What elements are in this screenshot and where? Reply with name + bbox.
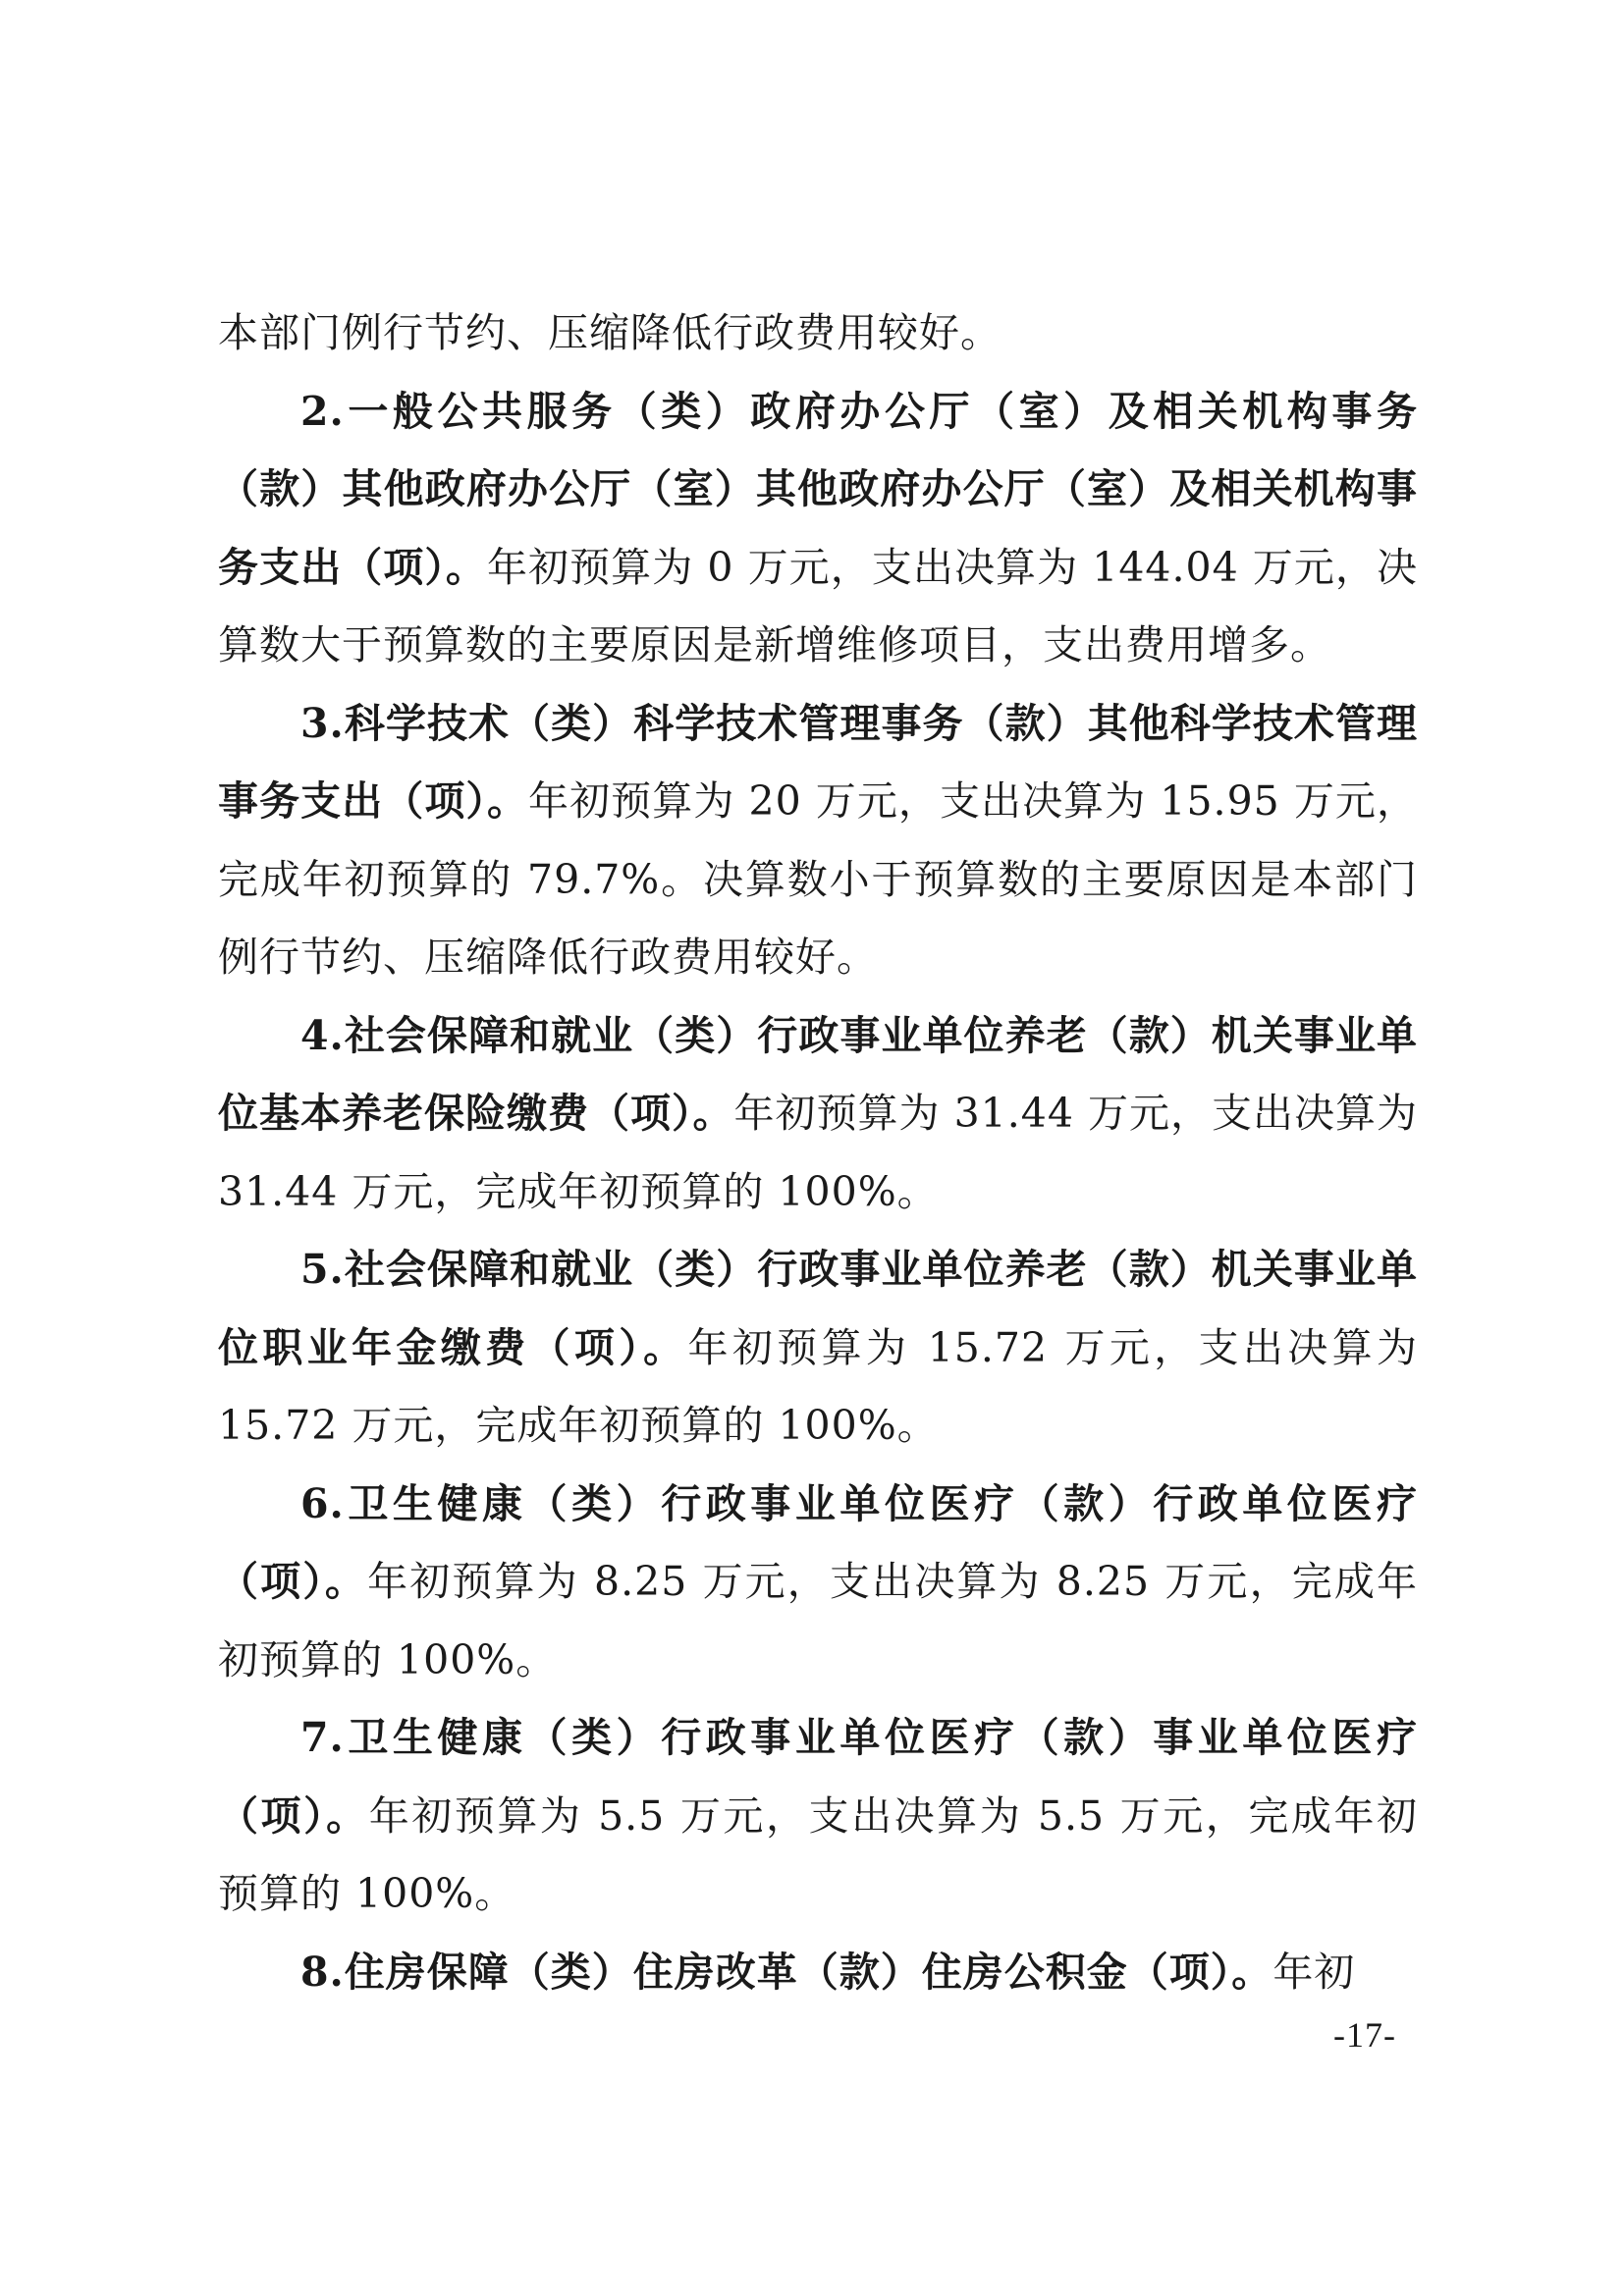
paragraph-text: 本部门例行节约、压缩降低行政费用较好。 [218, 309, 1001, 356]
paragraph-item-5 [218, 1231, 1418, 1466]
paragraph-lead: 3.科学技术（类）科学技术管理事务（款）其他科学技术管理事务支出（项）。 [218, 699, 1418, 825]
paragraph-lead: 5.社会保障和就业（类）行政事业单位养老（款）机关事业单位职业年金缴费（项）。 [218, 1246, 1418, 1371]
document-body [218, 294, 1418, 2011]
page-number: -17- [1333, 2015, 1396, 2055]
paragraph-lead: 8.住房保障（类）住房改革（款）住房公积金（项）。 [300, 1948, 1273, 1996]
paragraph-text: 年初预算为 31.44 万元，支出决算为 31.44 万元，完成年初预算的 100%。 [218, 1090, 1418, 1215]
paragraph-text: 年初预算为 0 万元，支出决算为 144.04 万元，决算数大于预算数的主要原因是新增维修项目，支出费用增多。 [218, 543, 1419, 668]
paragraph-text: 年初 [1272, 1948, 1356, 1996]
paragraph-continuation [218, 294, 1418, 373]
paragraph-text: 年初预算为 8.25 万元，支出决算为 8.25 万元，完成年初预算的 100%。 [218, 1558, 1419, 1683]
paragraph-item-2 [218, 373, 1418, 685]
paragraph-item-8 [218, 1934, 1418, 2012]
paragraph-lead: 7.卫生健康（类）行政事业单位医疗（款）事业单位医疗（项）。 [218, 1714, 1418, 1840]
paragraph-item-6 [218, 1466, 1418, 1700]
paragraph-item-4 [218, 997, 1418, 1232]
paragraph-item-3 [218, 685, 1418, 997]
paragraph-lead: 4.社会保障和就业（类）行政事业单位养老（款）机关事业单位基本养老保险缴费（项）。 [218, 1011, 1418, 1137]
paragraph-text: 年初预算为 20 万元，支出决算为 15.95 万元，完成年初预算的 79.7%。决算数小于预算数的主要原因是本部门例行节约、压缩降低行政费用较好。 [218, 777, 1418, 981]
paragraph-text: 年初预算为 15.72 万元，支出决算为 15.72 万元，完成年初预算的 100%。 [218, 1323, 1418, 1449]
paragraph-item-7 [218, 1699, 1418, 1934]
paragraph-lead: 6.卫生健康（类）行政事业单位医疗（款）行政单位医疗（项）。 [218, 1479, 1418, 1605]
paragraph-text: 年初预算为 5.5 万元，支出决算为 5.5 万元，完成年初预算的 100%。 [218, 1791, 1418, 1917]
paragraph-lead: 2.一般公共服务（类）政府办公厅（室）及相关机构事务（款）其他政府办公厅（室）其他政府办公厅（室）及相关机构事务支出（项）。 [218, 387, 1418, 591]
